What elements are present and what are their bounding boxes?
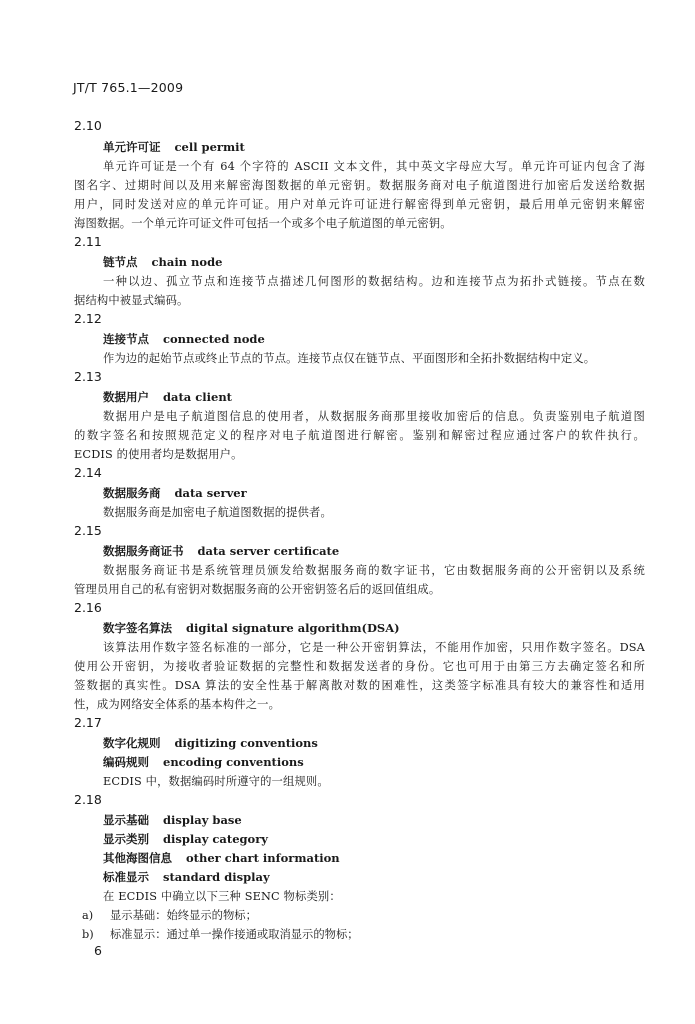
section-number: 2.11 xyxy=(74,234,102,249)
term-heading xyxy=(103,735,318,751)
term-zh: 数据服务商 xyxy=(103,486,161,500)
paragraph-line: 签数据的真实性。DSA 算法的安全性基于解离散对数的困难性，这类签字标准具有较大的兼容性和适用 xyxy=(74,679,645,692)
paragraph-line: 性，成为网络安全体系的基本构件之一。 xyxy=(74,698,281,711)
term-zh: 数据服务商证书 xyxy=(103,544,184,558)
paragraph-line: 的数字签名和按照规范定义的程序对电子航道图进行解密。鉴别和解密过程应通过客户的软件执行。 xyxy=(74,429,645,442)
section-number: 2.17 xyxy=(74,715,102,730)
term-heading xyxy=(103,812,242,828)
term-en: data server xyxy=(174,486,247,500)
term-en: display category xyxy=(163,832,268,846)
list-item-text: 显示基础：始终显示的物标； xyxy=(110,909,257,922)
term-heading xyxy=(103,754,304,770)
term-en: display base xyxy=(163,813,242,827)
paragraph-line: 用户，同时发送对应的单元许可证。用户对单元许可证进行解密得到单元密钥，最后用单元密钥来解密 xyxy=(74,198,645,211)
term-zh: 其他海图信息 xyxy=(103,851,172,865)
section-number: 2.14 xyxy=(74,465,102,480)
paragraph-line: 该算法用作数字签名标准的一部分，它是一种公开密钥算法，不能用作加密，只用作数字签名。DSA xyxy=(103,641,645,654)
term-zh: 单元许可证 xyxy=(103,140,161,154)
paragraph-line: ECDIS 中，数据编码时所遵守的一组规则。 xyxy=(103,775,329,788)
paragraph-line: 数据用户是电子航道图信息的使用者，从数据服务商那里接收加密后的信息。负责鉴别电子航道图 xyxy=(103,410,645,423)
term-heading xyxy=(103,331,265,347)
term-zh: 编码规则 xyxy=(103,755,149,769)
term-en: standard display xyxy=(163,870,270,884)
page-number: 6 xyxy=(94,943,102,958)
term-heading xyxy=(103,869,270,885)
term-en: data server certificate xyxy=(197,544,340,558)
term-en: other chart information xyxy=(186,851,340,865)
term-en: digital signature algorithm(DSA) xyxy=(186,621,400,635)
term-heading xyxy=(103,543,339,559)
section-number: 2.13 xyxy=(74,369,102,384)
list-item-label: a) xyxy=(82,909,94,922)
term-en: encoding conventions xyxy=(163,755,304,769)
paragraph-line: 数据服务商证书是系统管理员颁发给数据服务商的数字证书，它由数据服务商的公开密钥以及系统 xyxy=(103,564,645,577)
term-zh: 数据用户 xyxy=(103,390,149,404)
paragraph-line: 一种以边、孤立节点和连接节点描述几何图形的数据结构。边和连接节点为拓扑式链接。节点在数 xyxy=(103,275,645,288)
term-heading xyxy=(103,139,245,155)
term-en: connected node xyxy=(163,332,265,346)
paragraph-line: 使用公开密钥，为接收者验证数据的完整性和数据发送者的身份。它也可用于由第三方去确定签名和所 xyxy=(74,660,645,673)
term-zh: 链节点 xyxy=(103,255,138,269)
term-en: digitizing conventions xyxy=(174,736,318,750)
paragraph-line: 图名字、过期时间以及用来解密海图数据的单元密钥。数据服务商对电子航道图进行加密后发送给数据 xyxy=(74,179,645,192)
term-en: cell permit xyxy=(174,140,245,154)
term-zh: 连接节点 xyxy=(103,332,149,346)
term-zh: 显示基础 xyxy=(103,813,149,827)
paragraph-line: 据结构中被显式编码。 xyxy=(74,294,189,307)
section-number: 2.12 xyxy=(74,311,102,326)
term-heading xyxy=(103,389,232,405)
term-en: data client xyxy=(163,390,232,404)
section-number: 2.15 xyxy=(74,523,102,538)
term-heading xyxy=(103,850,340,866)
paragraph-line: 海图数据。一个单元许可证文件可包括一个或多个电子航道图的单元密钥。 xyxy=(74,217,452,230)
term-heading xyxy=(103,485,247,501)
list-item-label: b) xyxy=(82,928,94,941)
term-heading xyxy=(103,831,268,847)
list-item-text: 标准显示：通过单一操作接通或取消显示的物标； xyxy=(110,928,359,941)
paragraph-line: 在 ECDIS 中确立以下三种 SENC 物标类别： xyxy=(103,890,341,903)
section-number: 2.16 xyxy=(74,600,102,615)
section-number: 2.18 xyxy=(74,792,102,807)
section-number: 2.10 xyxy=(74,118,102,133)
paragraph-line: 数据服务商是加密电子航道图数据的提供者。 xyxy=(103,506,332,519)
list-item xyxy=(82,907,257,923)
paragraph-line: ECDIS 的使用者均是数据用户。 xyxy=(74,448,243,461)
standard-code: JT/T 765.1—2009 xyxy=(73,80,184,95)
term-en: chain node xyxy=(151,255,223,269)
term-heading xyxy=(103,620,400,636)
paragraph-line: 管理员用自己的私有密钥对数据服务商的公开密钥签名后的返回值组成。 xyxy=(74,583,441,596)
term-heading xyxy=(103,254,222,270)
paragraph-line: 作为边的起始节点或终止节点的节点。连接节点仅在链节点、平面图形和全拓扑数据结构中定义。 xyxy=(103,352,596,365)
term-zh: 数字签名算法 xyxy=(103,621,172,635)
list-item xyxy=(82,926,359,942)
paragraph-line: 单元许可证是一个有 64 个字符的 ASCII 文本文件，其中英文字母应大写。单元许可证内包含了海 xyxy=(103,160,645,173)
term-zh: 数字化规则 xyxy=(103,736,161,750)
term-zh: 标准显示 xyxy=(103,870,149,884)
term-zh: 显示类别 xyxy=(103,832,149,846)
